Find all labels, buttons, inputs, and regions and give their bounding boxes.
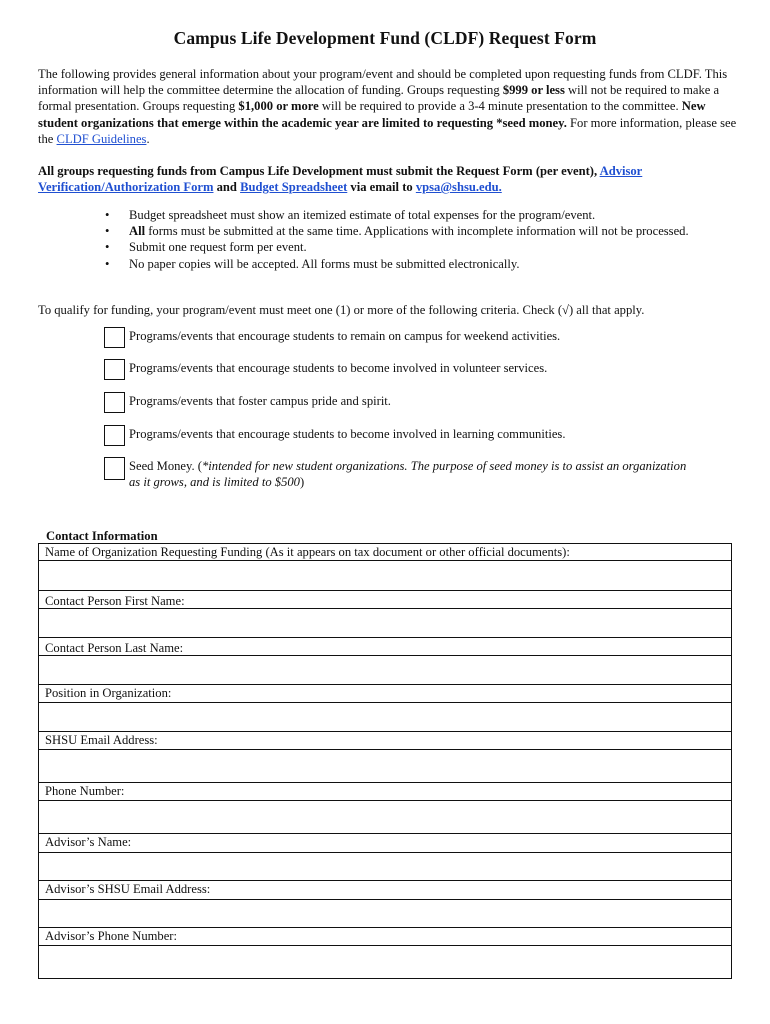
bullet-icon: • (105, 208, 110, 222)
advisor-phone-label: Advisor’s Phone Number: (39, 928, 731, 946)
advisor-email-label: Advisor’s SHSU Email Address: (39, 881, 731, 900)
position-input[interactable] (39, 703, 731, 732)
intro-paragraph: The following provides general information about your program/event and should be completed upon requesting funds from CLDF. This information will help the committee determine the allocation of funding. Groups requesting $999 or less will not be required to make a formal presentation. Groups requesting $1,000 or more will be required to provide a 3-4 minute presentation to the committee. New student organizations that emerge within the academic year are limited to requesting *seed money. For more information, please see the CLDF Guidelines. (38, 67, 737, 146)
vpsa-email-link[interactable]: vpsa@shsu.edu. (415, 180, 502, 195)
first-name-label: Contact Person First Name: (39, 591, 731, 609)
position-label: Position in Organization: (39, 685, 731, 703)
advisor-name-label: Advisor’s Name: (39, 834, 731, 853)
list-item: • No paper copies will be accepted. All forms must be submitted electronically. (105, 256, 520, 271)
budget-spreadsheet-link[interactable]: Budget Spreadsheet (240, 180, 348, 195)
last-name-label: Contact Person Last Name: (39, 638, 731, 656)
seed-money-checkbox[interactable] (104, 457, 125, 480)
first-name-input[interactable] (39, 609, 731, 638)
criteria-instructions: To qualify for funding, your program/event must meet one (1) or more of the following criteria. Check (√) all that apply. (38, 303, 645, 317)
organization-name-label: Name of Organization Requesting Funding (As it appears on tax document or other official documents): (39, 544, 731, 561)
bullet-icon: • (105, 256, 110, 271)
contact-info-table (38, 543, 732, 979)
option-label: Seed Money. (*intended for new student organizations. The purpose of seed money is to assist an organization as it grows, and is limited to $500) (129, 459, 687, 490)
list-item: • Submit one request form per event. (105, 240, 307, 255)
option-label: Programs/events that encourage students to remain on campus for weekend activities. (129, 329, 561, 343)
organization-name-input[interactable] (39, 561, 731, 591)
weekend-activities-checkbox[interactable] (104, 327, 125, 348)
cldf-guidelines-link[interactable]: CLDF Guidelines (56, 131, 147, 146)
shsu-email-label: SHSU Email Address: (39, 732, 731, 750)
contact-section-title: Contact Information (46, 529, 158, 543)
requirements-list (38, 207, 738, 272)
list-item: • Budget spreadsheet must show an itemized estimate of total expenses for the program/event. (105, 208, 596, 222)
submission-instructions: All groups requesting funds from Campus Life Development must submit the Request Form (per event), Advisor Verification/Authorization Form and Budget Spreadsheet via email to vpsa@shsu.edu. (38, 164, 643, 195)
bullet-icon: • (105, 224, 110, 239)
learning-communities-checkbox[interactable] (104, 425, 125, 446)
campus-pride-checkbox[interactable] (104, 392, 125, 413)
advisor-phone-input[interactable] (39, 946, 731, 978)
option-label: Programs/events that encourage students to become involved in learning communities. (129, 427, 566, 441)
advisor-verification-form-link[interactable]: Advisor Verification/Authorization Form (38, 164, 643, 195)
list-item: • All forms must be submitted at the same time. Applications with incomplete information will not be processed. (105, 224, 689, 239)
shsu-email-input[interactable] (39, 750, 731, 783)
volunteer-services-checkbox[interactable] (104, 359, 125, 380)
bullet-icon: • (105, 240, 110, 255)
page-title: Campus Life Development Fund (CLDF) Request Form (173, 28, 597, 48)
advisor-name-input[interactable] (39, 853, 731, 881)
phone-number-label: Phone Number: (39, 783, 731, 801)
last-name-input[interactable] (39, 656, 731, 685)
phone-number-input[interactable] (39, 801, 731, 834)
advisor-email-input[interactable] (39, 900, 731, 928)
option-label: Programs/events that encourage students to become involved in volunteer services. (129, 361, 548, 375)
option-label: Programs/events that foster campus pride and spirit. (129, 394, 391, 408)
